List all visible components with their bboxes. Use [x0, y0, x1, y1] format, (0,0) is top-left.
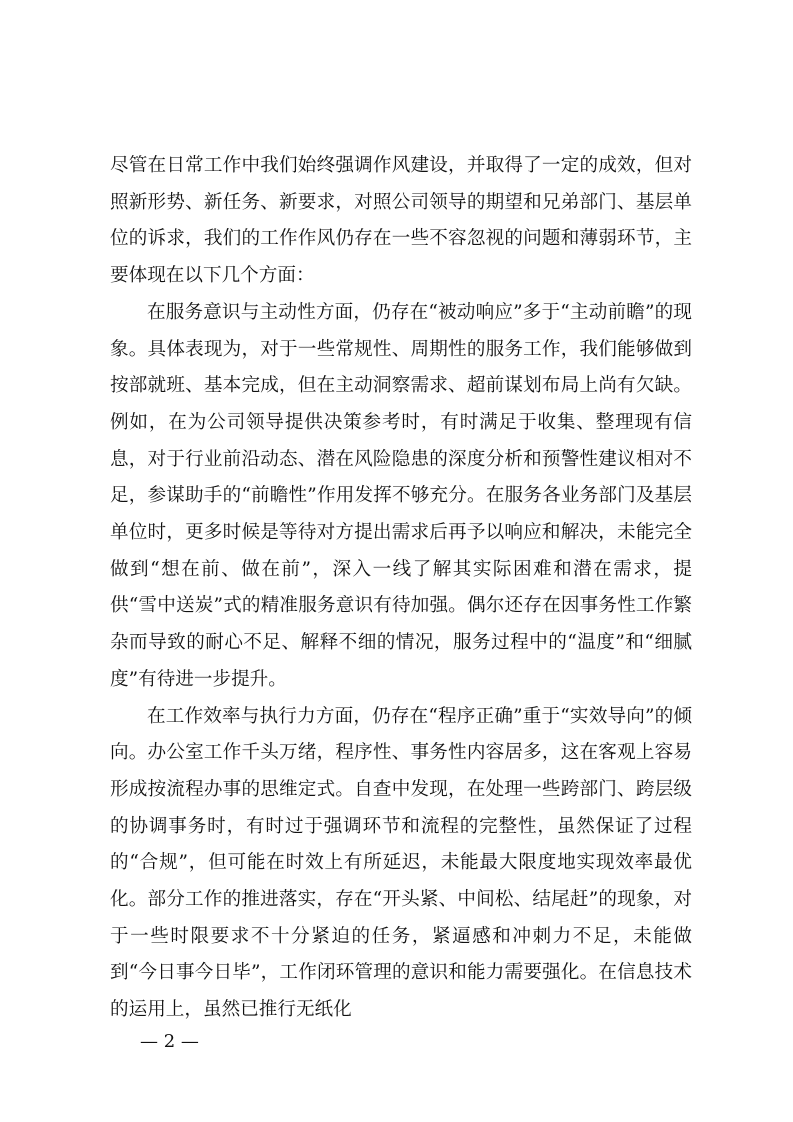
paragraph-work-efficiency: 在工作效率与执行力方面，仍存在“程序正确”重于“实效导向”的倾向。办公室工作千头万绪，程序性、事务性内容居多，这在客观上容易形成按流程办事的思维定式。自查中发现，在处理一些跨部门、跨层级的协调事务时，有时过于强调环节和流程的完整性，虽然保证了过程的“合规”，但可能在时效上有所延迟，未能最大限度地实现效率最优化。部分工作的推进落实，存在“开头紧、中间松、结尾赶”的现象，对于一些时限要求不十分紧迫的任务，紧逼感和冲刺力不足，未能做到“今日事今日毕”，工作闭环管理的意识和能力需要强化。在信息技术的运用上，虽然已推行无纸化	[110, 705, 692, 1021]
paragraph-service-awareness: 在服务意识与主动性方面，仍存在“被动响应”多于“主动前瞻”的现象。具体表现为，对于一些常规性、周期性的服务工作，我们能够做到按部就班、基本完成，但在主动洞察需求、超前谋划布局上尚有欠缺。例如，在为公司领导提供决策参考时，有时满足于收集、整理现有信息，对于行业前沿动态、潜在风险隐患的深度分析和预警性建议相对不足，参谋助手的“前瞻性”作用发挥不够充分。在服务各业务部门及基层单位时，更多时候是等待对方提出需求后再予以响应和解决，未能完全做到“想在前、做在前”，深入一线了解其实际困难和潜在需求，提供“雪中送炭”式的精准服务意识有待加强。偶尔还存在因事务性工作繁杂而导致的耐心不足、解释不细的情况，服务过程中的“温度”和“细腻度”有待进一步提升。	[110, 301, 692, 690]
document-body	[110, 148, 692, 1029]
page-number: — 2 —	[140, 1031, 199, 1052]
paragraph-intro: 尽管在日常工作中我们始终强调作风建设，并取得了一定的成效，但对照新形势、新任务、新要求，对照公司领导的期望和兄弟部门、基层单位的诉求，我们的工作作风仍存在一些不容忽视的问题和薄弱环节，主要体现在以下几个方面：	[110, 155, 692, 287]
